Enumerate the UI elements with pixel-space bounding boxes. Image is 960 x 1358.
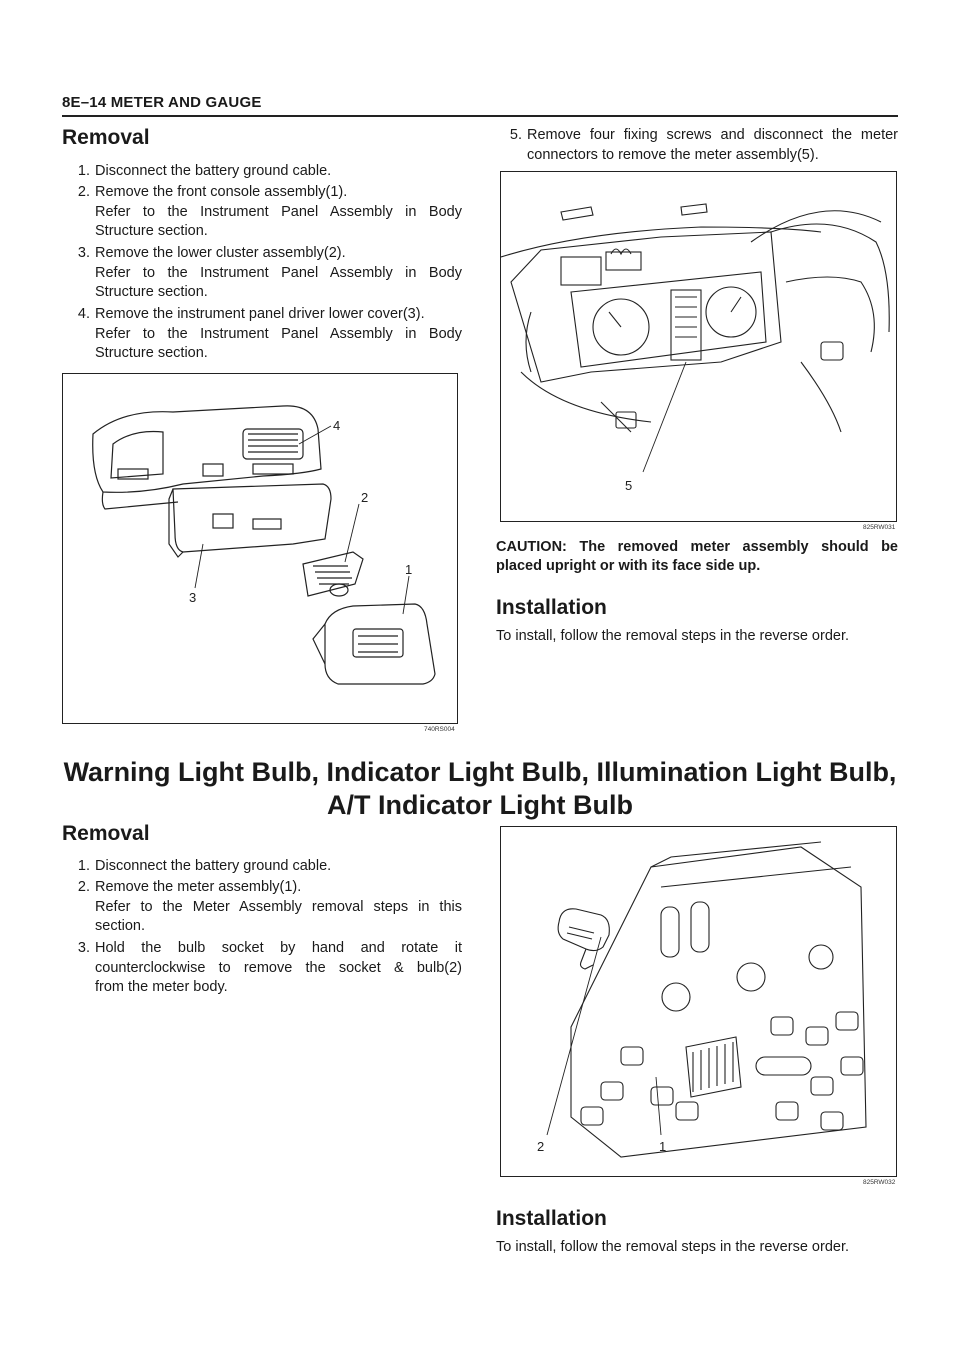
figure-instrument-panel-parts (62, 373, 458, 724)
callout-3: 3 (189, 590, 197, 605)
step-text: Remove four fixing screws and disconnect the meter (527, 127, 898, 143)
step-number: 2. (77, 879, 90, 895)
step-text: counterclockwise to remove the socket & bulb(2) (95, 960, 462, 976)
step-3 (68, 244, 462, 301)
step-number: 3. (77, 940, 90, 956)
step-4 (68, 305, 462, 362)
step-number: 3. (77, 245, 90, 261)
step-note: Structure section. (95, 223, 208, 239)
callout-5: 5 (625, 478, 633, 493)
step-text: Disconnect the battery ground cable. (95, 858, 332, 874)
bulb-socket-illustration (501, 827, 896, 1176)
instrument-panel-illustration (63, 374, 457, 723)
callout-4: 4 (333, 418, 341, 433)
header-rule (62, 115, 898, 117)
step-text: Hold the bulb socket by hand and rotate it (95, 940, 462, 956)
section-title-line: Warning Light Bulb, Indicator Light Bulb, Illumination Light Bulb, (63, 757, 897, 787)
step-3 (68, 939, 462, 996)
step-number: 5. (509, 127, 522, 143)
step-5 (500, 126, 898, 165)
figure-code: 825RW032 (863, 1179, 896, 1186)
caution-line: placed upright or with its face side up. (496, 558, 761, 574)
page-header: 8E–14 METER AND GAUGE (62, 94, 262, 111)
removal-heading: Removal (62, 822, 150, 845)
step-note: Structure section. (95, 345, 208, 361)
callout-2: 2 (537, 1139, 545, 1154)
step-text: from the meter body. (95, 979, 228, 995)
step-number: 1. (77, 858, 90, 874)
step-text: Remove the instrument panel driver lower cover(3). (95, 306, 425, 322)
step-note: Refer to the Instrument Panel Assembly in Body (95, 204, 462, 220)
step-2 (68, 183, 462, 240)
step-note: Structure section. (95, 284, 208, 300)
installation-text: To install, follow the removal steps in the reverse order. (496, 1239, 849, 1255)
step-note: Refer to the Instrument Panel Assembly in Body (95, 326, 462, 342)
removal-heading: Removal (62, 126, 150, 149)
meter-assembly-illustration (501, 172, 896, 521)
figure-meter-assembly (500, 171, 897, 522)
step-1 (68, 857, 462, 876)
callout-2: 2 (361, 490, 369, 505)
installation-heading: Installation (496, 1207, 607, 1230)
step-2 (68, 878, 462, 935)
callout-1: 1 (405, 562, 413, 577)
step-note: Refer to the Instrument Panel Assembly in Body (95, 265, 462, 281)
step-note: section. (95, 918, 145, 934)
section-title-line: A/T Indicator Light Bulb (327, 790, 633, 820)
step-text: Remove the meter assembly(1). (95, 879, 302, 895)
step-number: 1. (77, 163, 90, 179)
figure-bulb-sockets (500, 826, 897, 1177)
step-text: Remove the front console assembly(1). (95, 184, 348, 200)
section-title (0, 756, 960, 822)
installation-heading: Installation (496, 596, 607, 619)
step-number: 4. (77, 306, 90, 322)
step-text: Remove the lower cluster assembly(2). (95, 245, 346, 261)
step-text: connectors to remove the meter assembly(5). (527, 147, 819, 163)
step-text: Disconnect the battery ground cable. (95, 163, 332, 179)
figure-code: 740RS004 (424, 726, 455, 733)
installation-text: To install, follow the removal steps in the reverse order. (496, 628, 849, 644)
step-number: 2. (77, 184, 90, 200)
caution-line: CAUTION: The removed meter assembly should be (496, 539, 898, 555)
caution-note (496, 538, 898, 576)
step-1 (68, 162, 462, 181)
step-note: Refer to the Meter Assembly removal steps in this (95, 899, 462, 915)
figure-code: 825RW031 (863, 524, 896, 531)
callout-1: 1 (659, 1139, 667, 1154)
